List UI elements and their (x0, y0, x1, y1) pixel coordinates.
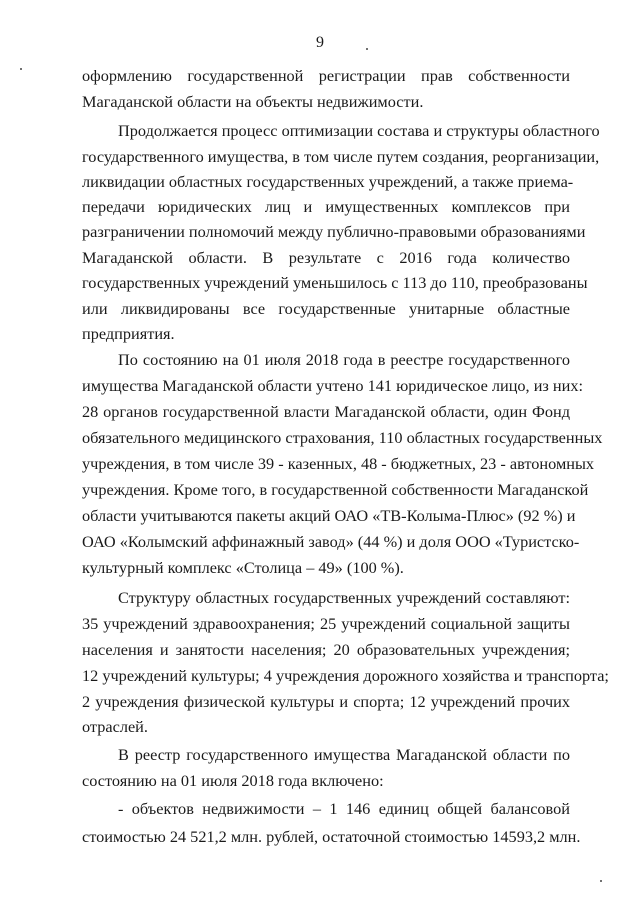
text-line: Магаданской области на объекты недвижимости. (82, 92, 424, 111)
text-line: предприятия. (82, 324, 175, 343)
text-line: В реестр государственного имущества Магаданской области по (118, 745, 570, 764)
page-number: 9 (316, 34, 324, 51)
text-line: Структуру областных государственных учреждений составляют: (118, 588, 570, 607)
scan-speck (20, 68, 22, 70)
text-line: По состоянию на 01 июля 2018 года в реестре государственного (118, 350, 570, 369)
text-line: Продолжается процесс оптимизации состава и структуры областного (118, 121, 600, 140)
text-line: обязательного медицинского страхования, 110 областных государственных (82, 428, 603, 447)
text-line: 12 учреждений культуры; 4 учреждения дорожного хозяйства и транспорта; (82, 666, 609, 685)
scan-speck (366, 48, 368, 50)
text-line: 35 учреждений здравоохранения; 25 учреждений социальной защиты (82, 614, 570, 633)
text-line: Магаданской области. В результате с 2016 года количество (82, 248, 570, 267)
text-line: ликвидации областных государственных учреждений, а также приема- (82, 172, 574, 191)
scan-speck (600, 880, 602, 882)
text-line: разграничении полномочий между публично-правовыми образованиями (82, 222, 586, 241)
text-line: населения и занятости населения; 20 образовательных учреждения; (82, 640, 570, 659)
text-line: государственных учреждений уменьшилось с 113 до 110, преобразованы (82, 273, 588, 292)
text-line: государственного имущества, в том числе путем создания, реорганизации, (82, 147, 600, 166)
text-line: учреждения. Кроме того, в государственной собственности Магаданской (82, 480, 589, 499)
text-line: стоимостью 24 521,2 млн. рублей, остаточной стоимостью 14593,2 млн. (82, 827, 581, 846)
text-line: 28 органов государственной власти Магаданской области, один Фонд (82, 402, 570, 421)
text-line: передачи юридических лиц и имущественных комплексов при (82, 197, 570, 216)
text-line: отраслей. (82, 717, 148, 736)
text-line: имущества Магаданской области учтено 141 юридическое лицо, из них: (82, 376, 583, 395)
text-line: - объектов недвижимости – 1 146 единиц общей балансовой (118, 799, 570, 818)
text-line: 2 учреждения физической культуры и спорта; 12 учреждений прочих (82, 692, 570, 711)
text-line: области учитываются пакеты акций ОАО «ТВ-Колыма-Плюс» (92 %) и (82, 506, 576, 525)
text-line: состоянию на 01 июля 2018 года включено: (82, 771, 384, 790)
text-line: учреждения, в том числе 39 - казенных, 48 - бюджетных, 23 - автономных (82, 454, 595, 473)
text-line: или ликвидированы все государственные унитарные областные (82, 299, 570, 318)
text-line: культурный комплекс «Столица – 49» (100 %). (82, 558, 404, 577)
text-line: ОАО «Колымский аффинажный завод» (44 %) и доля ООО «Туристско- (82, 532, 580, 551)
text-line: оформлению государственной регистрации прав собственности (82, 66, 570, 85)
